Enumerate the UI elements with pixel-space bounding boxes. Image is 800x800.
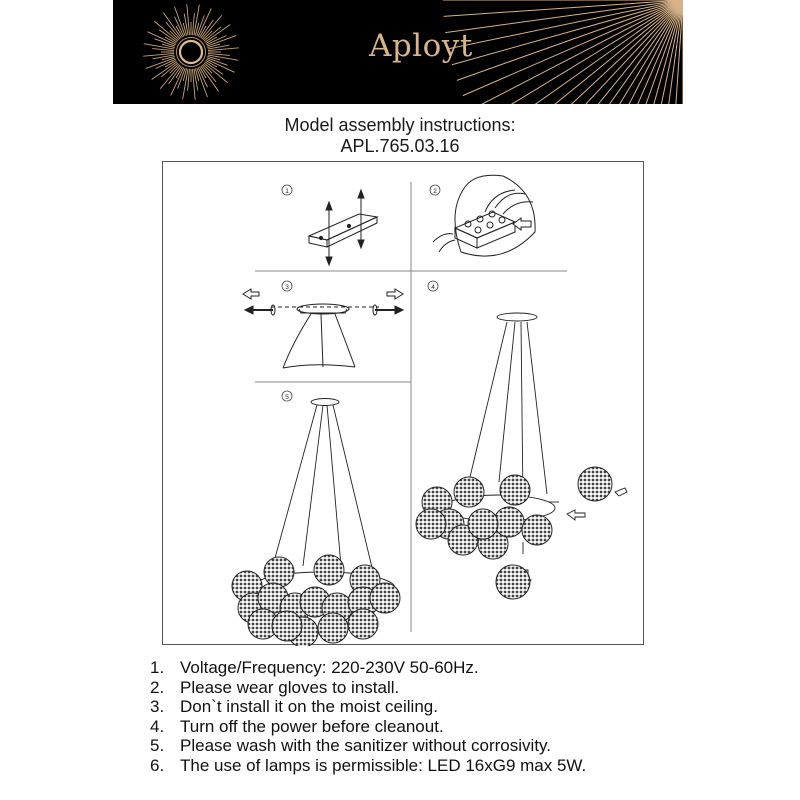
- instruction-number: 2.: [150, 677, 165, 697]
- step-number-1: [282, 185, 292, 195]
- step-number-3: [282, 281, 292, 291]
- svg-text:5: 5: [285, 394, 289, 401]
- instruction-item: [150, 658, 586, 678]
- terminal-block-icon: [433, 175, 535, 256]
- instruction-number: 1.: [150, 658, 165, 677]
- instruction-item: [150, 756, 586, 776]
- svg-text:1: 1: [285, 188, 289, 195]
- instruction-item: [150, 736, 586, 756]
- step-number-2: [430, 185, 440, 195]
- instruction-item: [150, 697, 586, 717]
- instruction-number: 4.: [150, 716, 165, 736]
- instruction-text: The use of lamps is permissible: LED 16xG9 max 5W.: [180, 755, 587, 775]
- instruction-item: [150, 717, 586, 737]
- instruction-text: Don`t install it on the moist ceiling.: [180, 697, 438, 716]
- canopy-screw-icon: [243, 289, 403, 368]
- instruction-item: [150, 678, 586, 698]
- step-number-5: [282, 391, 292, 401]
- instruction-number: 6.: [150, 755, 165, 775]
- svg-text:3: 3: [285, 284, 289, 291]
- instruction-text: Voltage/Frequency: 220-230V 50-60Hz.: [180, 658, 479, 677]
- assembly-diagram: [162, 161, 644, 645]
- instruction-text: Please wear gloves to install.: [180, 677, 400, 697]
- page-title: Model assembly instructions:: [284, 115, 516, 135]
- assembly-drawing: [163, 162, 645, 646]
- svg-text:4: 4: [431, 284, 435, 291]
- model-number: APL.765.03.16: [340, 136, 460, 156]
- instruction-number: 3.: [150, 697, 165, 716]
- svg-text:2: 2: [433, 188, 437, 195]
- instruction-number: 5.: [150, 736, 165, 755]
- instruction-list: [150, 658, 586, 775]
- instruction-text: Please wash with the sanitizer without corrosivity.: [180, 736, 552, 755]
- mounting-bracket-icon: [309, 190, 377, 265]
- brand-logo-text: Aployt: [369, 28, 473, 64]
- brand-banner: [113, 0, 683, 104]
- step-number-4: [428, 281, 438, 291]
- instruction-text: Turn off the power before cleanout.: [180, 716, 444, 736]
